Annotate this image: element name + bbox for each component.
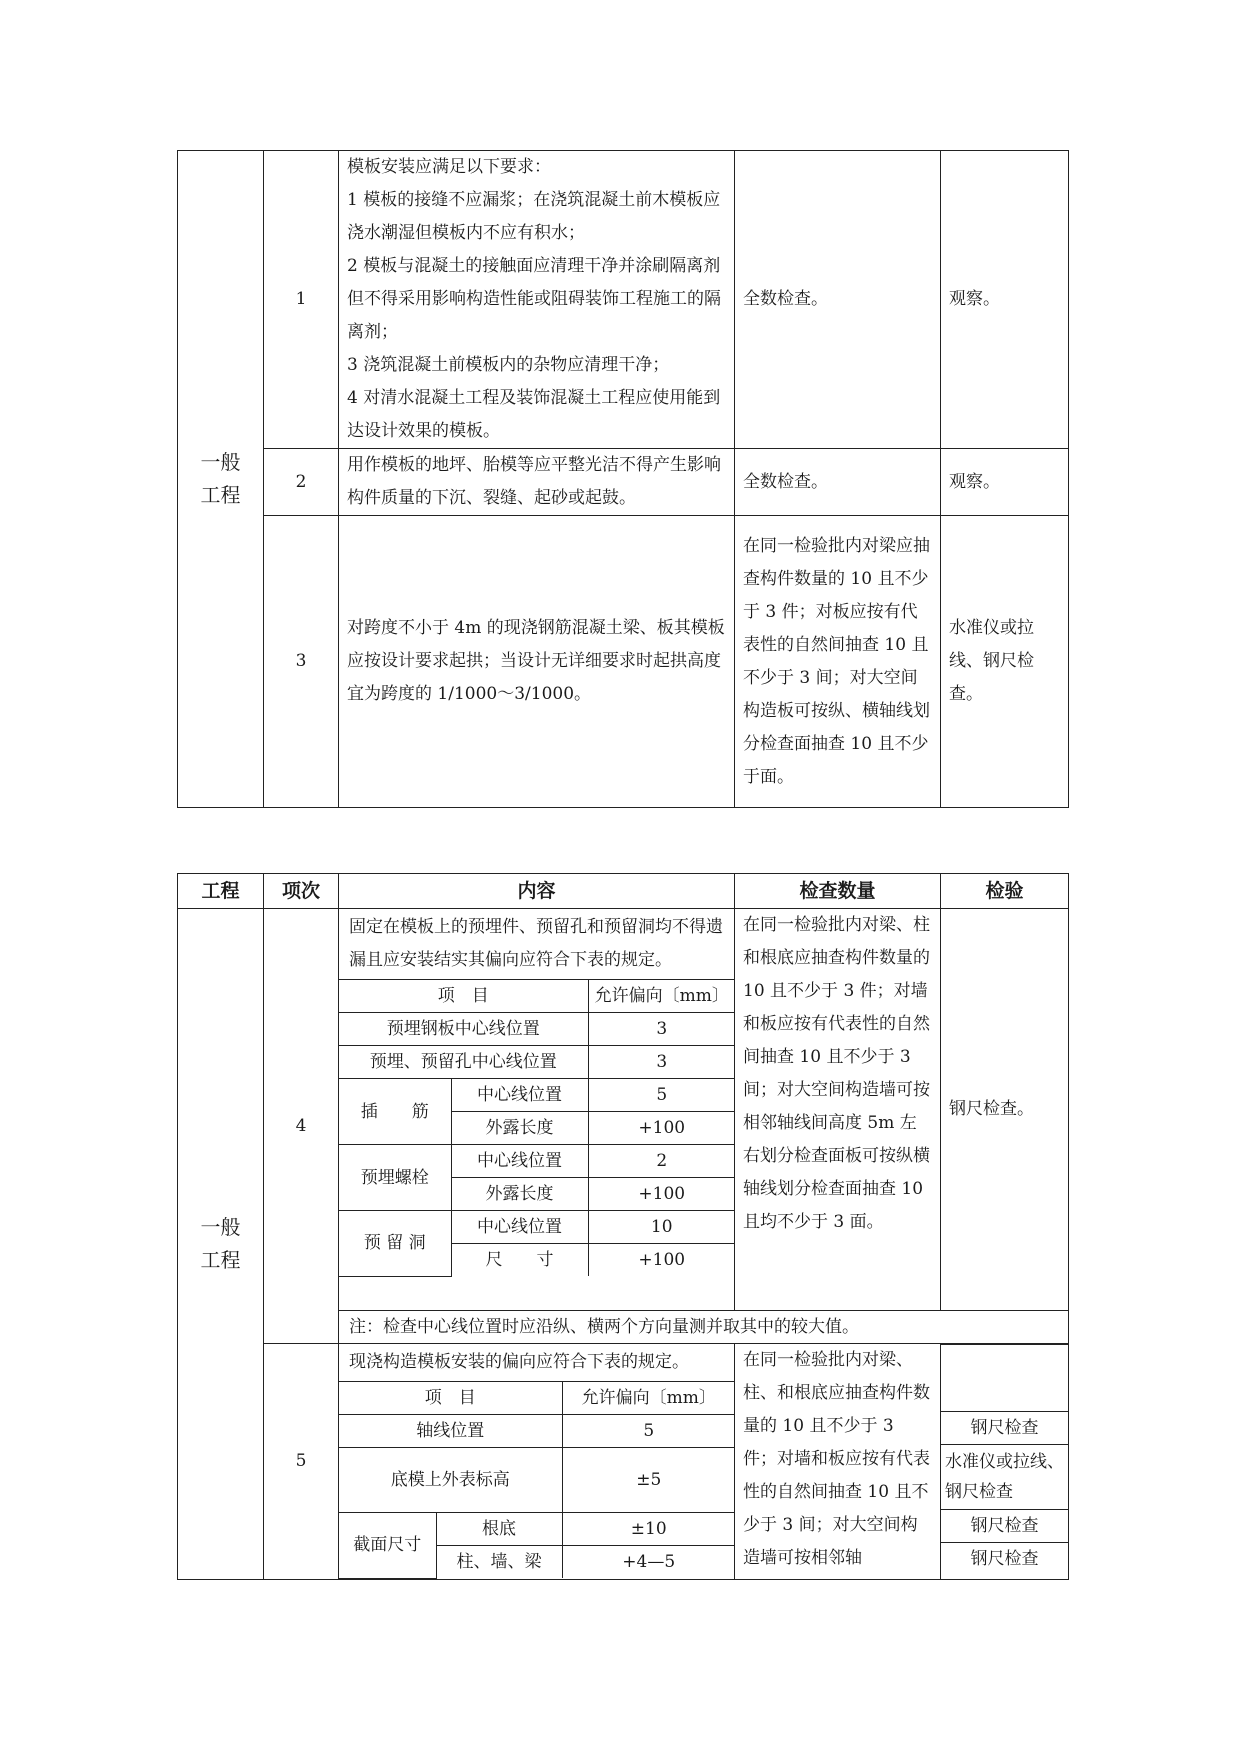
table-row bbox=[178, 151, 1069, 449]
tolerance-row bbox=[339, 1145, 735, 1178]
table-row bbox=[178, 1344, 1069, 1580]
tolerance-item: 预埋钢板中心线位置 bbox=[339, 1013, 588, 1046]
table-row bbox=[178, 449, 1069, 516]
method-blank bbox=[941, 1345, 1068, 1412]
content-paragraph: 1 模板的接缝不应漏浆；在浇筑混凝土前木模板应浇水潮湿但模板内不应有积水； bbox=[347, 190, 721, 243]
content-cell bbox=[339, 1344, 735, 1580]
tolerance-subitem: 中心线位置 bbox=[451, 1145, 588, 1178]
header-quantity: 检查数量 bbox=[735, 874, 941, 909]
tolerance-item: 预 留 洞 bbox=[339, 1211, 451, 1277]
method-cell bbox=[941, 1344, 1069, 1580]
header-content: 内容 bbox=[339, 874, 735, 909]
quantity-cell: 全数检查。 bbox=[735, 151, 941, 449]
project-cell bbox=[178, 151, 264, 808]
quantity-cell: 在同一检验批内对梁应抽查构件数量的 10 且不少于 3 件；对板应按有代表性的自然间抽查 10 且不少于 3 间；对大空间构造板可按纵、横轴线划分检查面抽查 10 且不少于面。 bbox=[735, 516, 941, 808]
tolerance-row bbox=[339, 1046, 735, 1079]
tolerance-table bbox=[339, 979, 735, 1277]
tolerance-subitem: 中心线位置 bbox=[451, 1211, 588, 1244]
tolerance-item: 预埋螺栓 bbox=[339, 1145, 451, 1211]
item-number: 3 bbox=[264, 516, 339, 808]
method-text: 钢尺检查 bbox=[941, 1510, 1068, 1543]
tolerance-row bbox=[339, 1211, 735, 1244]
tolerance-value: ±10 bbox=[562, 1513, 735, 1546]
tolerance-header-row bbox=[339, 980, 735, 1013]
tolerance-subitem: 外露长度 bbox=[451, 1178, 588, 1211]
tolerance-header-value: 允许偏向〔mm〕 bbox=[562, 1382, 735, 1415]
tolerance-row bbox=[339, 1079, 735, 1112]
project-label-line: 一般 bbox=[200, 450, 241, 474]
method-text: 水准仪或拉线、钢尺检查 bbox=[941, 1445, 1068, 1510]
method-cell: 观察。 bbox=[941, 449, 1069, 516]
project-label-line: 工程 bbox=[200, 483, 241, 507]
tolerance-value: +4—5 bbox=[562, 1546, 735, 1579]
tolerance-header-item: 项 目 bbox=[339, 1382, 562, 1415]
tolerance-subitem: 尺 寸 bbox=[451, 1244, 588, 1277]
tolerance-header-value: 允许偏向〔mm〕 bbox=[588, 980, 735, 1013]
table-row bbox=[178, 909, 1069, 1311]
content-cell bbox=[339, 909, 735, 1311]
inspection-table-1 bbox=[177, 150, 1069, 808]
method-cell: 水准仪或拉线、钢尺检查。 bbox=[941, 516, 1069, 808]
tolerance-value: +100 bbox=[588, 1244, 735, 1277]
tolerance-subitem: 根底 bbox=[436, 1513, 562, 1546]
content-intro: 固定在模板上的预埋件、预留孔和预留洞均不得遗漏且应安装结实其偏向应符合下表的规定。 bbox=[349, 917, 723, 970]
tolerance-item: 插 筋 bbox=[339, 1079, 451, 1145]
content-paragraph: 4 对清水混凝土工程及装饰混凝土工程应使用能到达设计效果的模板。 bbox=[347, 388, 721, 441]
tolerance-value: 2 bbox=[588, 1145, 735, 1178]
quantity-cell: 在同一检验批内对梁、柱、和根底应抽查构件数量的 10 且不少于 3 件；对墙和板应按有代表性的自然间抽查 10 且不少于 3 间；对大空间构造墙可按相邻轴 bbox=[735, 1344, 941, 1580]
tolerance-row bbox=[339, 1513, 735, 1546]
quantity-cell: 全数检查。 bbox=[735, 449, 941, 516]
item-number: 2 bbox=[264, 449, 339, 516]
content-paragraph: 模板安装应满足以下要求： bbox=[347, 157, 551, 177]
method-text: 钢尺检查 bbox=[941, 1543, 1068, 1576]
tolerance-item: 轴线位置 bbox=[339, 1415, 562, 1448]
content-cell bbox=[339, 449, 735, 516]
tolerance-item: 截面尺寸 bbox=[339, 1513, 436, 1579]
method-text: 钢尺检查 bbox=[941, 1412, 1068, 1445]
content-paragraph: 3 浇筑混凝土前模板内的杂物应清理干净； bbox=[347, 355, 670, 375]
item-number: 1 bbox=[264, 151, 339, 449]
tolerance-header-item: 项 目 bbox=[339, 980, 588, 1013]
content-paragraph: 用作模板的地坪、胎模等应平整光洁不得产生影响构件质量的下沉、裂缝、起砂或起鼓。 bbox=[347, 455, 721, 508]
project-cell bbox=[178, 909, 264, 1580]
header-project: 工程 bbox=[178, 874, 264, 909]
content-paragraph: 2 模板与混凝土的接触面应清理干净并涂刷隔离剂但不得采用影响构造性能或阻碍装饰工程施工的隔离剂； bbox=[347, 256, 721, 342]
project-label-line: 工程 bbox=[200, 1248, 241, 1272]
tolerance-value: 3 bbox=[588, 1013, 735, 1046]
item-number: 4 bbox=[264, 909, 339, 1344]
tolerance-subitem: 中心线位置 bbox=[451, 1079, 588, 1112]
tolerance-subitem: 外露长度 bbox=[451, 1112, 588, 1145]
method-cell: 观察。 bbox=[941, 151, 1069, 449]
tolerance-item: 预埋、预留孔中心线位置 bbox=[339, 1046, 588, 1079]
tolerance-value: 5 bbox=[562, 1415, 735, 1448]
tolerance-row bbox=[339, 1415, 735, 1448]
header-item: 项次 bbox=[264, 874, 339, 909]
content-paragraph: 对跨度不小于 4m 的现浇钢筋混凝土梁、板其模板应按设计要求起拱；当设计无详细要求时起拱高度宜为跨度的 1/1000～3/1000。 bbox=[347, 618, 725, 704]
table-row bbox=[178, 516, 1069, 808]
tolerance-header-row bbox=[339, 1382, 735, 1415]
tolerance-value: 10 bbox=[588, 1211, 735, 1244]
tolerance-table bbox=[339, 1381, 735, 1579]
quantity-cell: 在同一检验批内对梁、柱和根底应抽查构件数量的 10 且不少于 3 件；对墙和板应按有代表性的自然间抽查 10 且不少于 3 间；对大空间构造墙可按相邻轴线间高度 5m 左右划分检查面板可按纵横轴线划分检查面抽查 10 且均不少于 3 面。 bbox=[735, 909, 941, 1311]
tolerance-value: 3 bbox=[588, 1046, 735, 1079]
header-method: 检验 bbox=[941, 874, 1069, 909]
tolerance-row bbox=[339, 1013, 735, 1046]
tolerance-item: 底模上外表标高 bbox=[339, 1448, 562, 1513]
content-cell bbox=[339, 516, 735, 808]
tolerance-value: +100 bbox=[588, 1178, 735, 1211]
tolerance-subitem: 柱、墙、梁 bbox=[436, 1546, 562, 1579]
item-number: 5 bbox=[264, 1344, 339, 1580]
tolerance-value: +100 bbox=[588, 1112, 735, 1145]
tolerance-value: 5 bbox=[588, 1079, 735, 1112]
tolerance-value: ±5 bbox=[562, 1448, 735, 1513]
header-row bbox=[178, 874, 1069, 909]
project-label-line: 一般 bbox=[200, 1215, 241, 1239]
inspection-table-2 bbox=[177, 873, 1069, 1580]
method-cell: 钢尺检查。 bbox=[941, 909, 1069, 1311]
tolerance-row bbox=[339, 1448, 735, 1513]
content-cell bbox=[339, 151, 735, 449]
note-text: 注：检查中心线位置时应沿纵、横两个方向量测并取其中的较大值。 bbox=[339, 1311, 1069, 1344]
method-subtable bbox=[941, 1344, 1068, 1575]
content-intro: 现浇构造模板安装的偏向应符合下表的规定。 bbox=[349, 1352, 689, 1372]
